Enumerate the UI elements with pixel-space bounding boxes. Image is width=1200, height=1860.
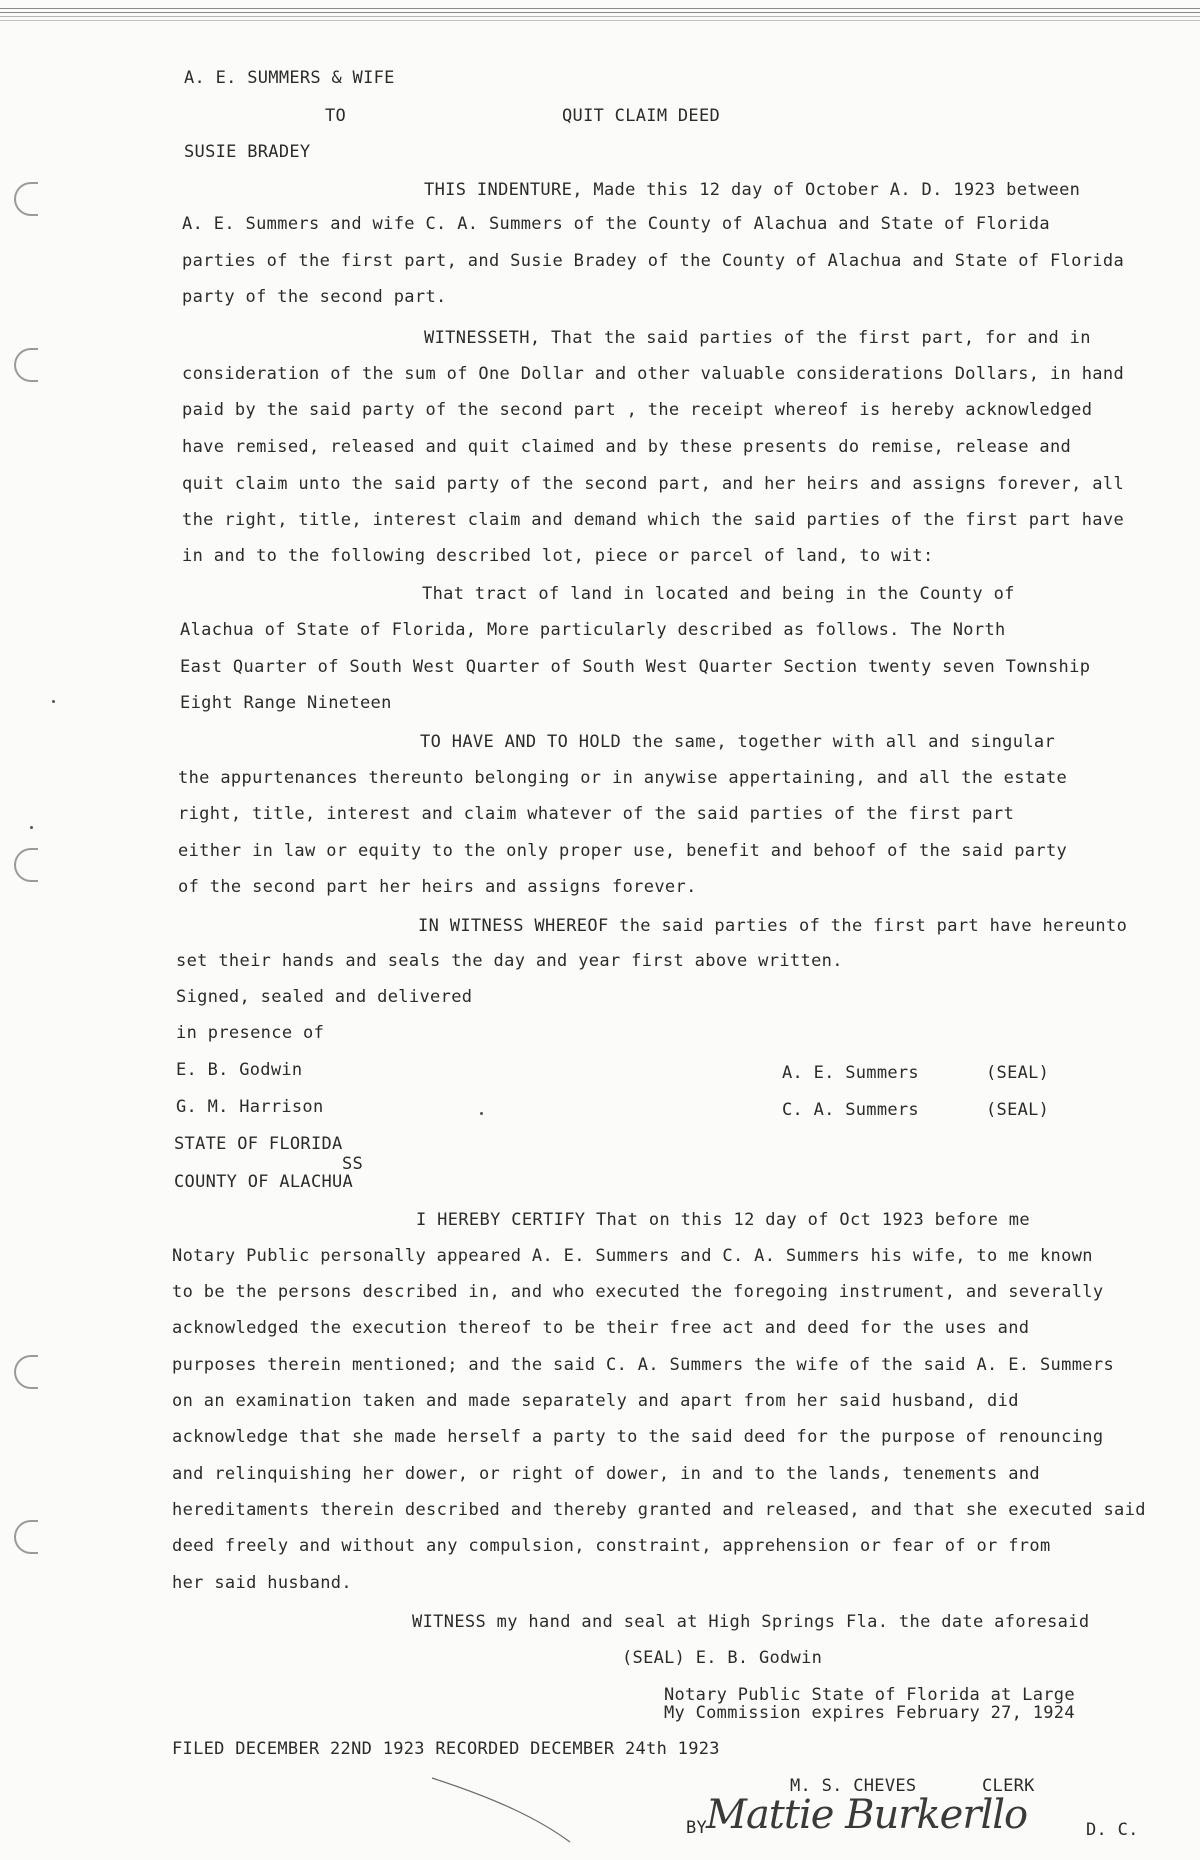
witness-name: G. M. Harrison — [176, 1097, 324, 1117]
testimonium-line: IN WITNESS WHEREOF the said parties of the first part have hereunto — [418, 916, 1128, 936]
signer-seal: (SEAL) — [986, 1100, 1050, 1120]
habendum-line: of the second part her heirs and assigns forever. — [178, 877, 697, 897]
by-label: BY — [686, 1818, 708, 1838]
witnesseth-line: WITNESSETH, That the said parties of the first part, for and in — [424, 328, 1091, 348]
certificate-line: I HEREBY CERTIFY That on this 12 day of Oct 1923 before me — [416, 1210, 1030, 1230]
witnesseth-line: have remised, released and quit claimed and by these presents do remise, release and — [182, 437, 1072, 457]
land-line: That tract of land in located and being in the County of — [422, 584, 1015, 604]
habendum-line: either in law or equity to the only proper use, benefit and behoof of the said party — [178, 841, 1068, 861]
witnesseth-line: in and to the following described lot, piece or parcel of land, to wit: — [182, 546, 934, 566]
notary-title: Notary Public State of Florida at Large — [664, 1685, 1075, 1705]
land-line: Alachua of State of Florida, More particularly described as follows. The North — [180, 620, 1006, 640]
grantee-heading: SUSIE BRADEY — [184, 142, 311, 162]
land-line: East Quarter of South West Quarter of South West Quarter Section twenty seven Township — [180, 657, 1091, 677]
certificate-line: to be the persons described in, and who executed the foregoing instrument, and severally — [172, 1282, 1104, 1302]
document-title: QUIT CLAIM DEED — [562, 106, 721, 126]
signer-name: C. A. Summers — [782, 1100, 919, 1120]
certificate-line: acknowledge that she made herself a party to the said deed for the purpose of renouncing — [172, 1427, 1104, 1447]
land-line: Eight Range Nineteen — [180, 693, 392, 713]
venue-ss: SS — [342, 1154, 364, 1174]
deputy-clerk-signature: Mattie Burkerllo — [706, 1792, 1028, 1838]
indenture-line: parties of the first part, and Susie Bradey of the County of Alachua and State of Florida — [182, 251, 1125, 271]
ink-speck — [30, 826, 33, 829]
signer-name: A. E. Summers — [782, 1063, 919, 1083]
deputy-clerk-label: D. C. — [1086, 1820, 1139, 1840]
witness-clause: WITNESS my hand and seal at High Springs Fla. the date aforesaid — [412, 1612, 1090, 1632]
indenture-line: party of the second part. — [182, 287, 447, 307]
testimonium-line: Signed, sealed and delivered — [176, 987, 473, 1007]
certificate-line: deed freely and without any compulsion, constraint, apprehension or fear of or from — [172, 1536, 1051, 1556]
punch-hole — [14, 182, 38, 216]
certificate-line: hereditaments therein described and thereby granted and released, and that she executed said — [172, 1500, 1146, 1520]
habendum-line: TO HAVE AND TO HOLD the same, together with all and singular — [420, 732, 1056, 752]
punch-hole — [14, 1520, 38, 1554]
notary-seal-name: (SEAL) E. B. Godwin — [622, 1648, 823, 1668]
testimonium-line: in presence of — [176, 1023, 325, 1043]
certificate-line: her said husband. — [172, 1573, 352, 1593]
ink-speck — [52, 700, 55, 703]
certificate-line: Notary Public personally appeared A. E. Summers and C. A. Summers his wife, to me known — [172, 1246, 1093, 1266]
grantor-heading: A. E. SUMMERS & WIFE — [184, 68, 395, 88]
notary-commission: My Commission expires February 27, 1924 — [664, 1703, 1075, 1723]
habendum-line: right, title, interest and claim whatever of the said parties of the first part — [178, 804, 1015, 824]
indenture-line: THIS INDENTURE, Made this 12 day of October A. D. 1923 between — [424, 180, 1081, 200]
clerk-name: M. S. CHEVES — [790, 1776, 917, 1796]
punch-hole — [14, 348, 38, 382]
witness-name: E. B. Godwin — [176, 1060, 303, 1080]
signer-seal: (SEAL) — [986, 1063, 1050, 1083]
certificate-line: acknowledged the execution thereof to be their free act and deed for the uses and — [172, 1318, 1030, 1338]
venue-county: COUNTY OF ALACHUA — [174, 1172, 354, 1192]
to-heading: TO — [325, 106, 347, 126]
witnesseth-line: quit claim unto the said party of the second part, and her heirs and assigns forever, all — [182, 474, 1125, 494]
venue-state: STATE OF FLORIDA — [174, 1134, 343, 1154]
filing-record: FILED DECEMBER 22ND 1923 RECORDED DECEMBER 24th 1923 — [172, 1739, 720, 1759]
certificate-line: on an examination taken and made separately and apart from her said husband, did — [172, 1391, 1019, 1411]
certificate-line: and relinquishing her dower, or right of dower, in and to the lands, tenements and — [172, 1464, 1040, 1484]
ink-speck — [480, 1112, 483, 1115]
clerk-title: CLERK — [982, 1776, 1035, 1796]
witnesseth-line: the right, title, interest claim and demand which the said parties of the first part have — [182, 510, 1125, 530]
witnesseth-line: consideration of the sum of One Dollar and other valuable considerations Dollars, in hand — [182, 364, 1125, 384]
habendum-line: the appurtenances thereunto belonging or in anywise appertaining, and all the estate — [178, 768, 1068, 788]
certificate-line: purposes therein mentioned; and the said C. A. Summers the wife of the said A. E. Summers — [172, 1355, 1115, 1375]
testimonium-line: set their hands and seals the day and year first above written. — [176, 951, 843, 971]
indenture-line: A. E. Summers and wife C. A. Summers of the County of Alachua and State of Florida — [182, 214, 1050, 234]
witnesseth-line: paid by the said party of the second part , the receipt whereof is hereby acknowledged — [182, 400, 1093, 420]
punch-hole — [14, 848, 38, 882]
punch-hole — [14, 1355, 38, 1389]
